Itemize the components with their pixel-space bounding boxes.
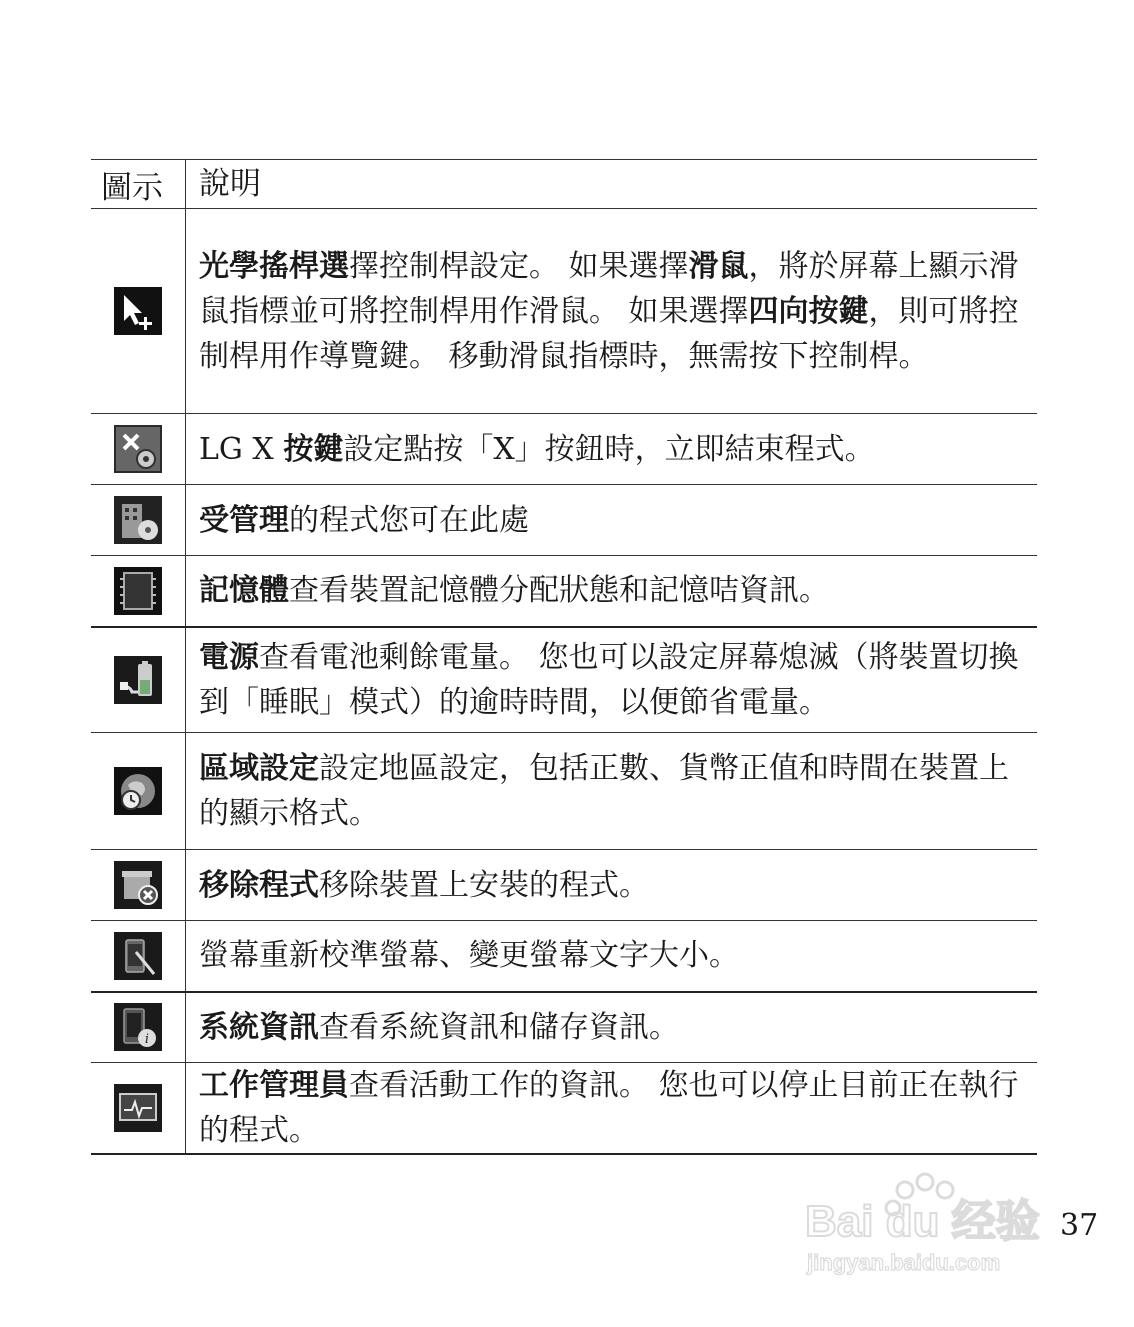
settings-icon-table	[91, 159, 1037, 1155]
row-description: 工作管理員查看活動工作的資訊。 您也可以停止目前正在執行的程式。	[199, 1068, 1019, 1148]
table-row-task-manager	[91, 1063, 1037, 1155]
row-description: 區域設定設定地區設定，包括正數、貨幣正值和時間在裝置上的顯示格式。	[199, 751, 1009, 831]
baidu-watermark	[805, 1168, 1065, 1278]
remove-program-icon	[114, 861, 162, 909]
row-title: 系統資訊	[199, 1009, 319, 1045]
mouse-option-label: 滑鼠	[688, 248, 749, 284]
table-row-system-info	[91, 992, 1037, 1063]
row-description: 光學搖桿選擇控制桿設定。 如果選擇滑鼠，將於屏幕上顯示滑鼠指標並可將控制桿用作滑鼠。 如果選擇四向按鍵，則可將控制桿用作導覽鍵。 移動滑鼠指標時，無需按下控制桿。	[199, 248, 1019, 374]
table-row-managed-programs	[91, 485, 1037, 556]
dpad-option-label: 四向按鍵	[748, 293, 869, 329]
header-icon-column: 圖示	[91, 160, 186, 209]
building-disc-icon	[114, 496, 162, 544]
cursor-plus-icon	[114, 287, 162, 335]
row-description: 系統資訊查看系統資訊和儲存資訊。	[199, 1009, 679, 1045]
header-description-column: 說明	[199, 165, 261, 202]
row-description: 受管理的程式您可在此處	[199, 502, 529, 538]
row-title: 受管理	[199, 502, 289, 538]
table-row-regional-settings	[91, 733, 1037, 850]
row-description: 電源查看電池剩餘電量。 您也可以設定屏幕熄滅（將裝置切換到「睡眠」模式）的逾時時間，以便節省電量。	[199, 639, 1019, 720]
row-title: 移除程式	[199, 867, 319, 903]
table-row-lg-x-key	[91, 414, 1037, 485]
watermark-url: jingyan.baidu.com	[807, 1250, 1001, 1275]
row-description: 移除程式移除裝置上安裝的程式。	[199, 867, 649, 903]
row-title: 電源	[199, 639, 259, 675]
table-row-remove-programs	[91, 850, 1037, 921]
close-gear-icon	[114, 425, 162, 473]
table-header-row	[91, 160, 1037, 209]
row-title: 區域設定	[199, 751, 319, 786]
page-number: 37	[1060, 1208, 1099, 1243]
watermark-brand: Bai du 经验	[805, 1197, 1040, 1246]
row-title: 工作管理員	[199, 1068, 349, 1103]
task-monitor-icon	[114, 1084, 162, 1132]
row-description: 記憶體查看裝置記憶體分配狀態和記憶咭資訊。	[199, 573, 829, 609]
battery-plug-icon	[114, 656, 162, 704]
table-row-optical-joystick	[91, 209, 1037, 414]
row-description: LG X 按鍵設定點按「X」按鈕時，立即結束程式。	[199, 431, 875, 467]
table-row-screen	[91, 921, 1037, 992]
table-row-power	[91, 627, 1037, 733]
row-title: 記憶體	[199, 573, 289, 609]
globe-clock-icon	[114, 767, 162, 815]
memory-chip-icon	[114, 567, 162, 615]
row-description: 螢幕重新校準螢幕、變更螢幕文字大小。	[199, 938, 739, 974]
svg-text:i: i	[144, 1032, 150, 1048]
table-row-memory	[91, 556, 1037, 627]
row-title: 按鍵	[283, 431, 344, 467]
screen-stylus-icon	[114, 932, 162, 980]
row-title: 光學搖桿選	[199, 248, 349, 284]
device-info-icon	[114, 1003, 162, 1051]
